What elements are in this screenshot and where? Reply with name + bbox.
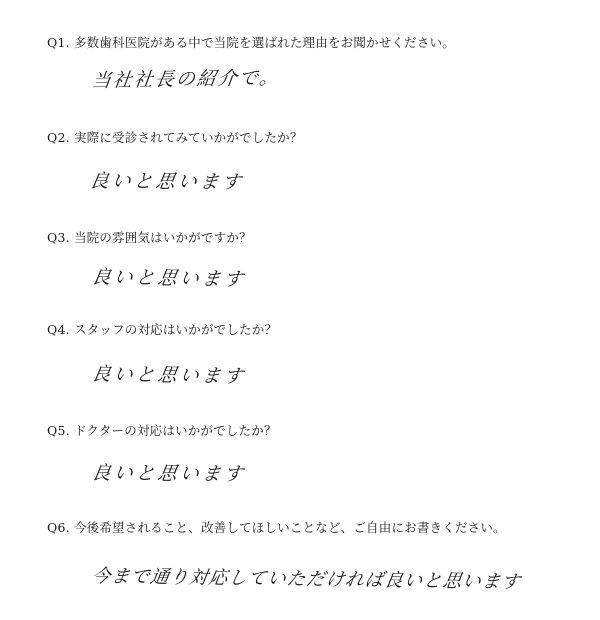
question-3: Q3. 当院の雰囲気はいかがですか？ — [47, 230, 252, 245]
answer-6-handwritten: 今まで通り対応していただければ良いと思います — [90, 566, 523, 593]
question-5: Q5. ドクターの対応はいかがでしたか？ — [47, 423, 277, 438]
answer-3-handwritten: 良いと思います — [90, 266, 248, 291]
question-6: Q6. 今後希望されること、改善してほしいことなど、ご自由にお書きください。 — [47, 520, 506, 535]
answer-5-handwritten: 良いと思います — [90, 462, 248, 486]
question-4: Q4. スタッフの対応はいかがでしたか？ — [47, 322, 278, 337]
answer-1-handwritten: 当社社長の紹介で。 — [90, 66, 282, 93]
question-2: Q2. 実際に受診されてみていかがでしたか？ — [47, 130, 303, 145]
question-1: Q1. 多数歯科医院がある中で当院を選ばれた理由をお聞かせください。 — [47, 35, 455, 50]
answer-2-handwritten: 良いと思います — [88, 170, 246, 194]
answer-4-handwritten: 良いと思います — [90, 363, 248, 388]
